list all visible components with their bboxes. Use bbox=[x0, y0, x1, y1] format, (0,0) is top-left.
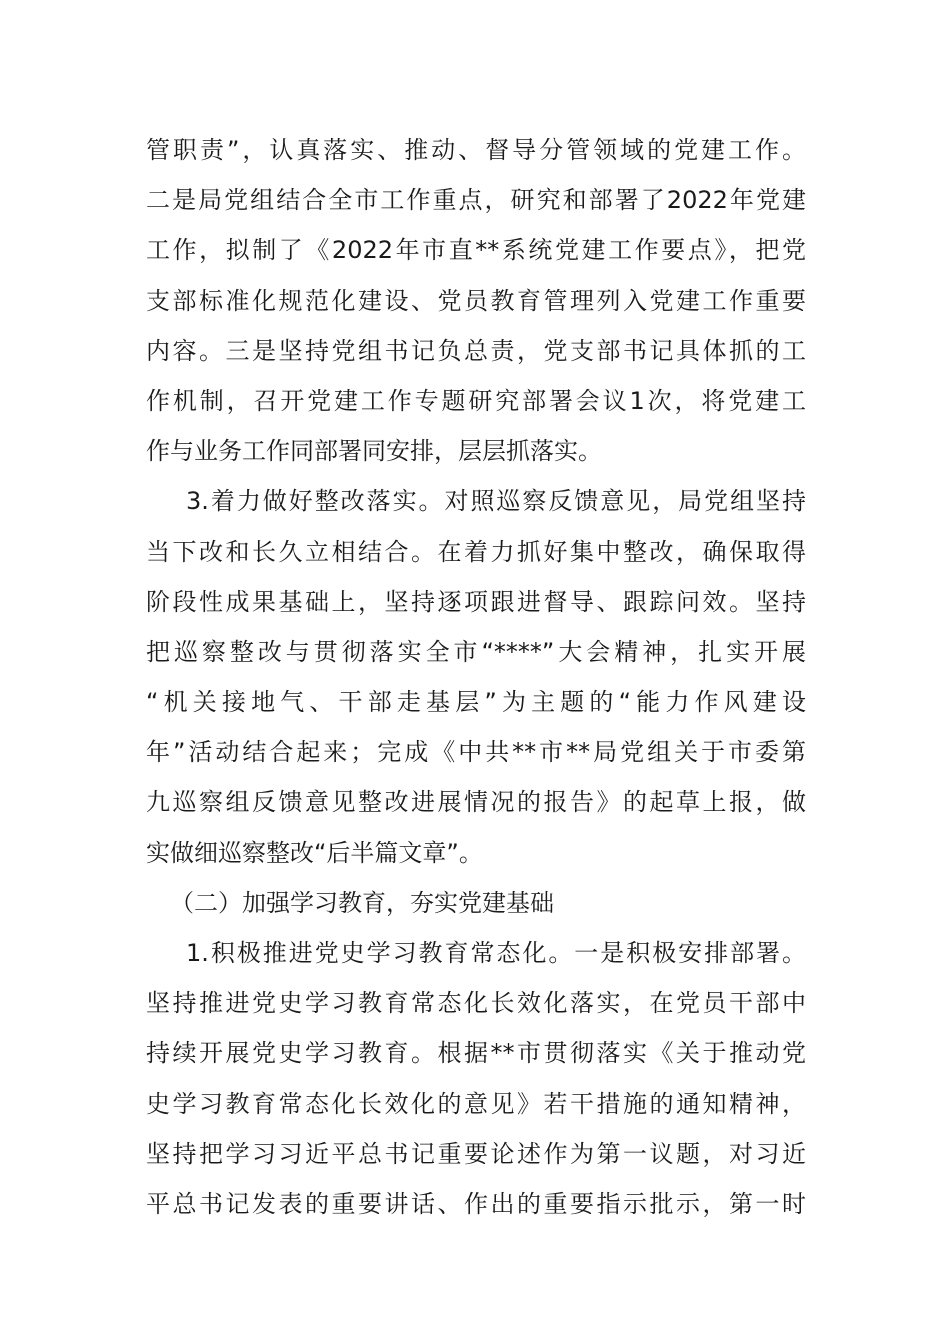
text-line: 管职责”，认真落实、推动、督导分管领域的党建工作。 bbox=[146, 136, 806, 164]
document-body bbox=[146, 125, 806, 1229]
text-line: 史学习教育常态化长效化的意见》若干措施的通知精神， bbox=[146, 1089, 806, 1118]
text-line: “机关接地气、干部走基层”为主题的“能力作风建设 bbox=[146, 688, 806, 717]
text-line: 作机制，召开党建工作专题研究部署会议1次，将党建工 bbox=[146, 386, 806, 415]
text-line: 年”活动结合起来；完成《中共**市**局党组关于市委第 bbox=[146, 738, 806, 767]
text-line: 作与业务工作同部署同安排，层层抓落实。 bbox=[146, 437, 602, 466]
text-line: 平总书记发表的重要讲话、作出的重要指示批示，第一时 bbox=[146, 1189, 806, 1218]
text-line: 工作，拟制了《2022年市直**系统党建工作要点》，把党 bbox=[146, 236, 806, 265]
text-line: 九巡察组反馈意见整改进展情况的报告》的起草上报，做 bbox=[146, 788, 806, 817]
text-line: 内容。三是坚持党组书记负总责，党支部书记具体抓的工 bbox=[146, 336, 806, 365]
text-line: 坚持把学习习近平总书记重要论述作为第一议题，对习近 bbox=[146, 1139, 806, 1168]
section-heading: （二）加强学习教育，夯实党建基础 bbox=[170, 888, 554, 917]
text-line: 阶段性成果基础上，坚持逐项跟进督导、跟踪问效。坚持 bbox=[146, 587, 806, 616]
text-line: 支部标准化规范化建设、党员教育管理列入党建工作重要 bbox=[146, 286, 806, 315]
text-line: 二是局党组结合全市工作重点，研究和部署了2022年党建 bbox=[146, 186, 806, 215]
text-line: 当下改和长久立相结合。在着力抓好集中整改，确保取得 bbox=[146, 537, 806, 566]
text-line: 实做细巡察整改“后半篇文章”。 bbox=[146, 838, 483, 867]
text-line: 把巡察整改与贯彻落实全市“****”大会精神，扎实开展 bbox=[146, 637, 806, 666]
text-line: 坚持推进党史学习教育常态化长效化落实，在党员干部中 bbox=[146, 989, 806, 1018]
text-line: 持续开展党史学习教育。根据**市贯彻落实《关于推动党 bbox=[146, 1039, 806, 1068]
text-line: 3.着力做好整改落实。对照巡察反馈意见，局党组坚持 bbox=[186, 487, 806, 516]
text-line: 1.积极推进党史学习教育常态化。一是积极安排部署。 bbox=[186, 939, 806, 967]
